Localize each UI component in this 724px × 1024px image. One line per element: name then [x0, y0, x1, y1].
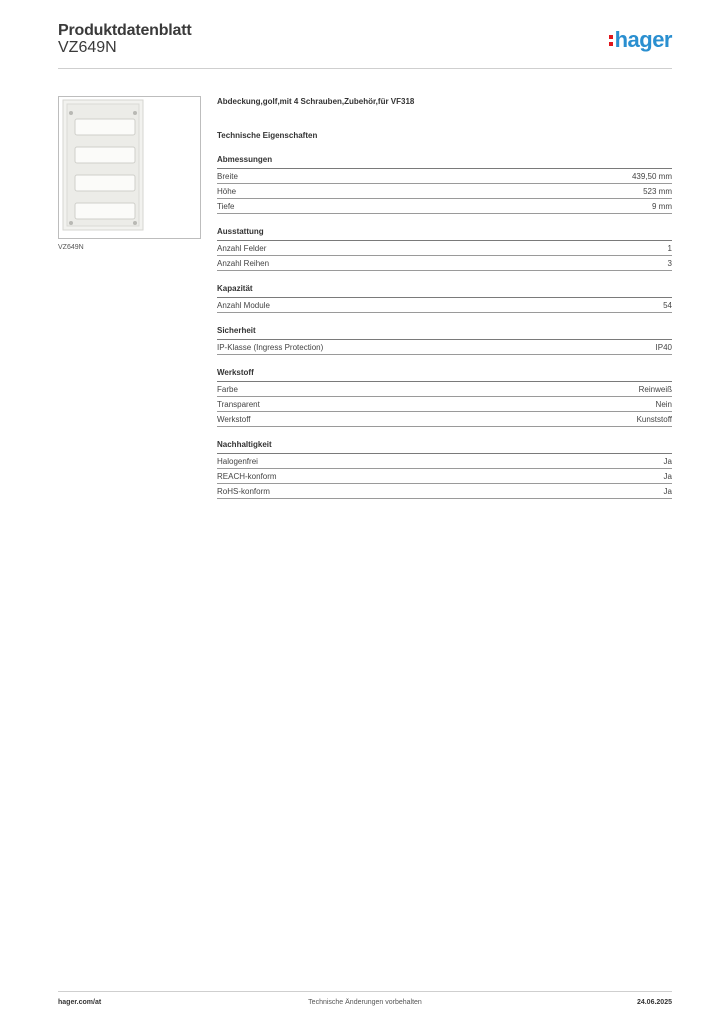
row-value: Ja	[663, 487, 672, 496]
row-label: Tiefe	[217, 202, 235, 211]
group-title: Ausstattung	[217, 226, 672, 241]
group-kapazitaet	[217, 283, 672, 313]
group-nachhaltigkeit	[217, 439, 672, 499]
table-row	[217, 241, 672, 256]
footer-date: 24.06.2025	[636, 999, 672, 1006]
product-details	[217, 96, 672, 499]
cover-plate-image	[59, 97, 200, 238]
document-title: Produktdatenblatt	[58, 22, 192, 39]
table-row	[217, 469, 672, 484]
table-row	[217, 340, 672, 355]
table-row	[217, 199, 672, 214]
table-row	[217, 382, 672, 397]
table-row	[217, 184, 672, 199]
table-row	[217, 397, 672, 412]
group-werkstoff	[217, 367, 672, 427]
page-header	[58, 22, 672, 69]
page-footer	[58, 991, 672, 1013]
row-label: Anzahl Module	[217, 301, 270, 310]
group-title: Nachhaltigkeit	[217, 439, 672, 454]
row-value: 54	[663, 301, 672, 310]
row-label: Werkstoff	[217, 415, 251, 424]
product-number: VZ649N	[58, 39, 117, 56]
table-row	[217, 298, 672, 313]
row-label: Höhe	[217, 187, 237, 196]
footer-website: hager.com/at	[58, 999, 102, 1006]
group-title: Kapazität	[217, 283, 672, 298]
row-label: Halogenfrei	[217, 457, 258, 466]
product-image	[58, 96, 201, 239]
table-row	[217, 256, 672, 271]
table-row	[217, 484, 672, 499]
group-sicherheit	[217, 325, 672, 355]
hager-logo	[609, 26, 672, 54]
row-value: 3	[667, 259, 672, 268]
row-label: IP-Klasse (Ingress Protection)	[217, 343, 324, 352]
row-value: Nein	[655, 400, 672, 409]
footer-notice: Technische Änderungen vorbehalten	[308, 999, 422, 1006]
group-abmessungen	[217, 154, 672, 214]
row-value: 9 mm	[652, 202, 672, 211]
row-value: 523 mm	[643, 187, 672, 196]
row-value: 1	[667, 244, 672, 253]
logo-wordmark: hager	[614, 27, 672, 52]
row-value: Reinweiß	[638, 385, 672, 394]
group-title: Sicherheit	[217, 325, 672, 340]
table-row	[217, 412, 672, 427]
group-ausstattung	[217, 226, 672, 271]
row-label: Anzahl Reihen	[217, 259, 270, 268]
row-label: Farbe	[217, 385, 238, 394]
row-label: Breite	[217, 172, 238, 181]
row-label: REACH-konform	[217, 472, 277, 481]
row-value: Kunststoff	[636, 415, 672, 424]
group-title: Abmessungen	[217, 154, 672, 169]
table-row	[217, 454, 672, 469]
section-title: Technische Eigenschaften	[217, 131, 318, 140]
logo-dots-icon	[609, 35, 613, 46]
row-label: RoHS-konform	[217, 487, 270, 496]
row-value: 439,50 mm	[631, 172, 672, 181]
row-value: IP40	[655, 343, 672, 352]
group-title: Werkstoff	[217, 367, 672, 382]
row-value: Ja	[663, 457, 672, 466]
row-label: Anzahl Felder	[217, 244, 267, 253]
row-value: Ja	[663, 472, 672, 481]
image-caption: VZ649N	[58, 244, 84, 251]
row-label: Transparent	[217, 400, 260, 409]
product-description: Abdeckung,golf,mit 4 Schrauben,Zubehör,für VF318	[217, 97, 415, 106]
table-row	[217, 169, 672, 184]
